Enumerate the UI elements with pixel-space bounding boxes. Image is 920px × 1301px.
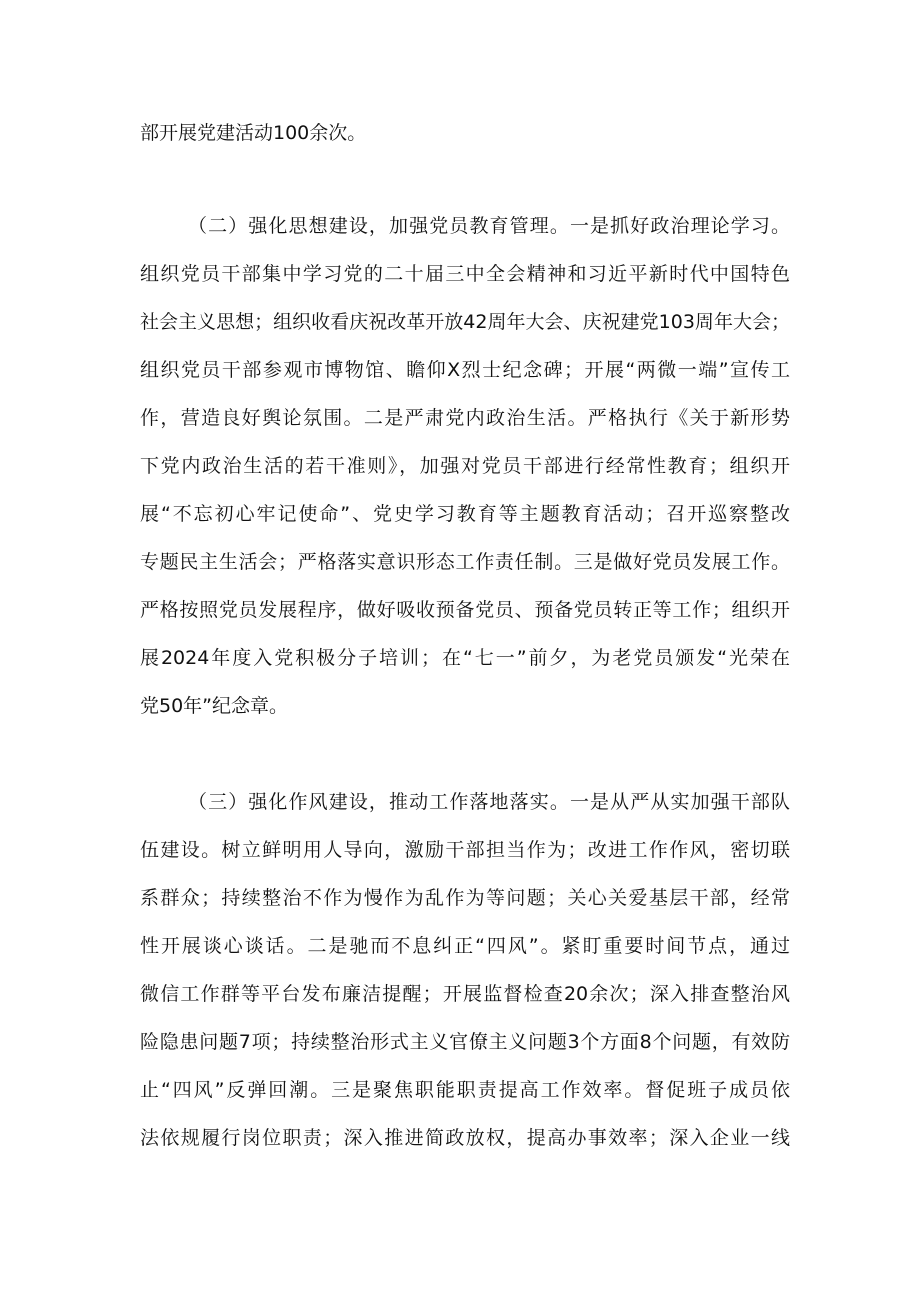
paragraph-1-line-1: 部开展党建活动100余次。: [140, 122, 367, 144]
paragraph-3-line-7: 止“四风”反弹回潮。三是聚焦职能职责提高工作效率。督促班子成员依: [140, 1079, 790, 1101]
paragraph-3-line-5: 微信工作群等平台发布廉洁提醒；开展监督检查20余次；深入排查整治风: [140, 983, 790, 1005]
paragraph-2-line-1: （二）强化思想建设，加强党员教育管理。一是抓好政治理论学习。: [188, 215, 790, 237]
paragraph-3-line-4: 性开展谈心谈话。二是驰而不息纠正“四风”。紧盯重要时间节点，通过: [140, 935, 790, 957]
paragraph-2-line-6: 下党内政治生活的若干准则》，加强对党员干部进行经常性教育；组织开: [140, 455, 790, 477]
paragraph-2-line-4: 组织党员干部参观市博物馆、瞻仰X烈士纪念碑；开展“两微一端”宣传工: [140, 359, 790, 381]
paragraph-2-line-5: 作，营造良好舆论氛围。二是严肃党内政治生活。严格执行《关于新形势: [140, 407, 790, 429]
paragraph-2-line-10: 展2024年度入党积极分子培训；在“七一”前夕，为老党员颁发“光荣在: [140, 647, 790, 669]
paragraph-2-line-9: 严格按照党员发展程序，做好吸收预备党员、预备党员转正等工作；组织开: [140, 599, 790, 621]
paragraph-2-line-7: 展“不忘初心牢记使命”、党史学习教育等主题教育活动；召开巡察整改: [140, 503, 790, 525]
paragraph-3-line-1: （三）强化作风建设，推动工作落地落实。一是从严从实加强干部队: [188, 791, 790, 813]
paragraph-2-line-8: 专题民主生活会；严格落实意识形态工作责任制。三是做好党员发展工作。: [140, 551, 790, 573]
paragraph-2-line-11: 党50年”纪念章。: [140, 695, 289, 717]
paragraph-2-line-3: 社会主义思想；组织收看庆祝改革开放42周年大会、庆祝建党103周年大会；: [140, 311, 790, 333]
paragraph-3-line-2: 伍建设。树立鲜明用人导向，激励干部担当作为；改进工作作风，密切联: [140, 839, 790, 861]
paragraph-2-line-2: 组织党员干部集中学习党的二十届三中全会精神和习近平新时代中国特色: [140, 263, 790, 285]
paragraph-3-line-8: 法依规履行岗位职责；深入推进简政放权，提高办事效率；深入企业一线: [140, 1127, 790, 1149]
paragraph-3-line-6: 险隐患问题7项；持续整治形式主义官僚主义问题3个方面8个问题，有效防: [140, 1031, 790, 1053]
paragraph-3-line-3: 系群众；持续整治不作为慢作为乱作为等问题；关心关爱基层干部，经常: [140, 887, 790, 909]
